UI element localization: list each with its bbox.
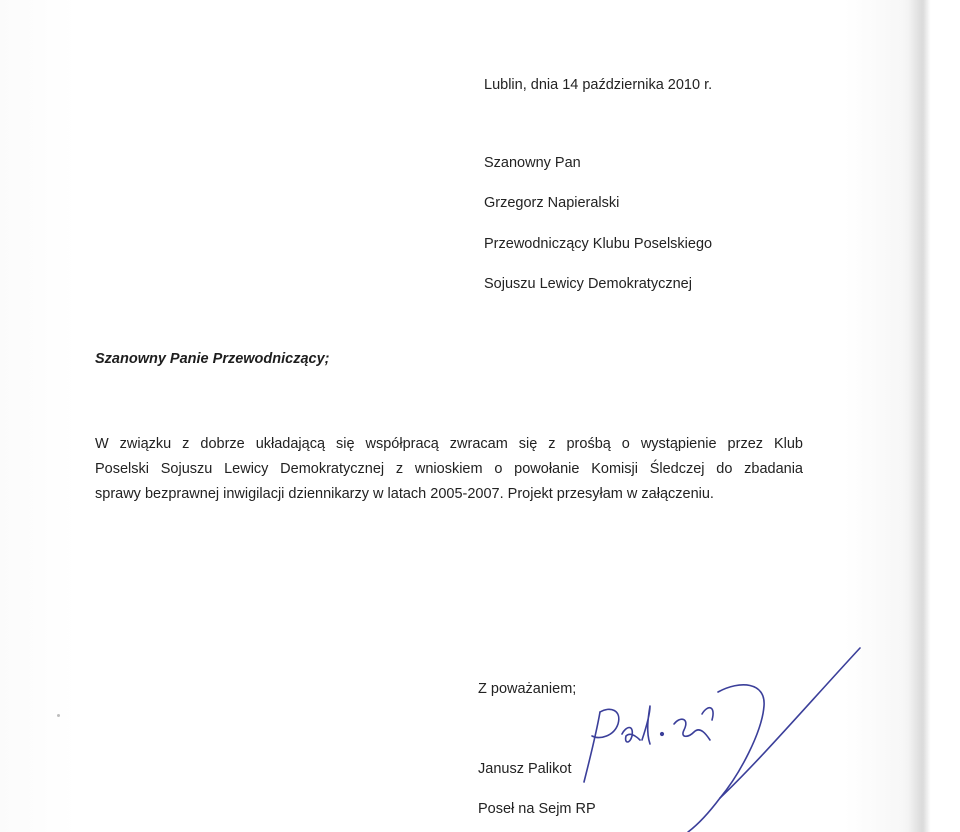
signer-name: Janusz Palikot <box>478 761 572 777</box>
paper-speck <box>57 714 60 717</box>
body-line-2: Poselski Sojuszu Lewicy Demokratycznej z wnioskiem o powołanie Komisji Śledczej do zbadania <box>95 461 803 477</box>
page-edge-shadow <box>908 0 930 832</box>
date-line: Lublin, dnia 14 października 2010 r. <box>484 77 713 93</box>
signer-role: Poseł na Sejm RP <box>478 801 596 817</box>
recipient-line-4: Sojuszu Lewicy Demokratycznej <box>484 276 692 292</box>
closing-line: Z poważaniem; <box>478 681 577 697</box>
body-line-3: sprawy bezprawnej inwigilacji dziennikarzy w latach 2005-2007. Projekt przesyłam w załączeniu. <box>95 486 714 502</box>
recipient-line-3: Przewodniczący Klubu Poselskiego <box>484 236 713 252</box>
recipient-line-1: Szanowny Pan <box>484 155 581 171</box>
body-line-1: W związku z dobrze układającą się współpracą zwracam się z prośbą o wystąpienie przez Klub <box>95 436 803 452</box>
handwritten-signature <box>570 640 870 832</box>
recipient-line-2: Grzegorz Napieralski <box>484 195 620 211</box>
letter-body <box>95 432 803 507</box>
salutation: Szanowny Panie Przewodniczący; <box>95 351 330 367</box>
